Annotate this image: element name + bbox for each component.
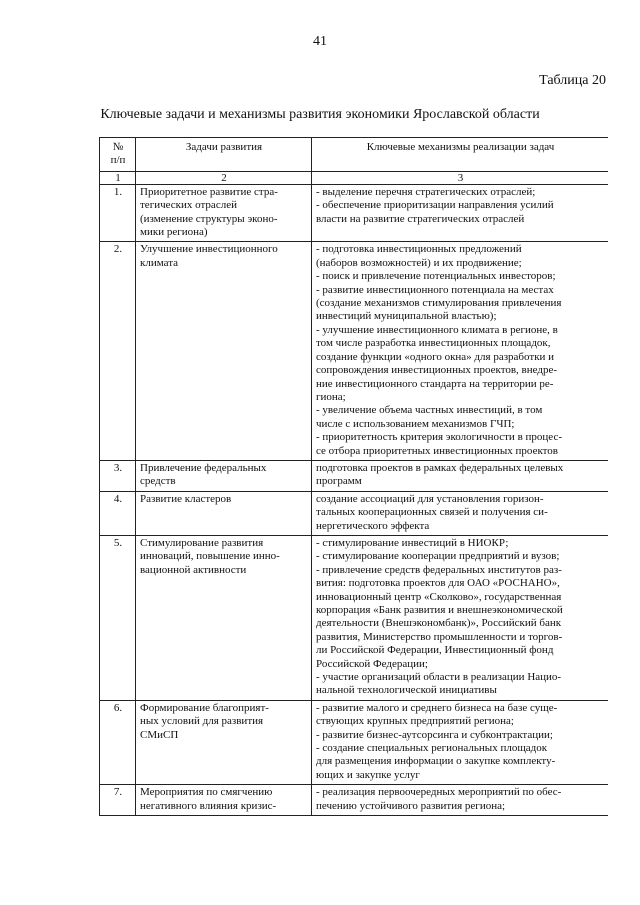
- mechanism-cell: [312, 535, 609, 700]
- mechanism-text-line: - подготовка инвестиционных предложений: [316, 243, 522, 256]
- task-text-line: Стимулирование развития: [140, 536, 264, 549]
- mechanism-text-line: (наборов возможностей) и их продвижение;: [316, 256, 522, 269]
- mechanism-text-line: гиона;: [316, 390, 346, 403]
- mechanism-text-line: подготовка проектов в рамках федеральных целевых: [316, 461, 564, 474]
- task-text-line: Формирование благоприят-: [140, 701, 269, 714]
- mechanism-text-line: - стимулирование инвестиций в НИОКР;: [316, 536, 509, 549]
- task-text-line: мики региона): [140, 226, 208, 239]
- mechanism-text-line: деятельности (Внешэкономбанк)», Российский банк: [316, 617, 562, 630]
- mechanism-text-line: - создание специальных региональных площадок: [316, 742, 548, 755]
- mechanism-text-line: вития: подготовка проектов для ОАО «РОСНАНО»,: [316, 577, 560, 590]
- mechanism-text-line: тальных кооперационных связей и получения си-: [316, 506, 548, 519]
- mechanism-text-line: создание ассоциаций для установления горизон-: [316, 492, 544, 505]
- row-number-cell: 3.: [100, 460, 136, 491]
- mechanism-text-line: ние инвестиционного стандарта на территории ре-: [316, 377, 554, 390]
- mechanism-text-line: том числе разработка инвестиционных площадок,: [316, 337, 551, 350]
- mechanism-text-line: ствующих крупных предприятий региона;: [316, 715, 514, 728]
- mechanism-text-line: создание функции «одного окна» для разработки и: [316, 350, 555, 363]
- row-number-cell: 2.: [100, 242, 136, 461]
- mechanism-text-line: - увеличение объема частных инвестиций, в том: [316, 404, 543, 417]
- mechanism-text-line: инновационный центр «Сколково», государственная: [316, 590, 562, 603]
- task-text-line: (изменение структуры эконо-: [140, 212, 278, 225]
- mechanism-text-line: - участие организаций области в реализации Нацио-: [316, 671, 562, 684]
- row-number-cell: 1.: [100, 184, 136, 242]
- task-cell: [136, 535, 312, 700]
- mechanism-cell: [312, 700, 609, 784]
- mechanism-text-line: - поиск и привлечение потенциальных инвесторов;: [316, 270, 556, 283]
- table-row: [100, 535, 609, 700]
- mechanism-text-line: - улучшение инвестиционного климата в регионе, в: [316, 323, 558, 336]
- mechanism-text-line: - развитие малого и среднего бизнеса на базе суще-: [316, 701, 558, 714]
- mechanism-cell: [312, 460, 609, 491]
- task-text-line: ных условий для развития: [140, 715, 264, 728]
- mechanism-text-line: ли Российской Федерации, Инвестиционный фонд: [316, 644, 554, 657]
- mechanism-text-line: - развитие бизнес-аутсорсинга и субконтрактации;: [316, 728, 553, 741]
- column-index-row: [100, 171, 609, 184]
- table-row: [100, 491, 609, 535]
- mechanism-text-line: (создание механизмов стимулирования привлечения: [316, 297, 562, 310]
- mechanism-text-line: - выделение перечня стратегических отраслей;: [316, 185, 536, 198]
- mechanism-text-line: Российской Федерации;: [316, 657, 428, 670]
- task-text-line: Улучшение инвестиционного: [140, 243, 278, 256]
- mechanism-text-line: власти на развитие стратегических отраслей: [316, 212, 525, 225]
- column-index-cell: 2: [136, 171, 312, 184]
- table-container: [99, 137, 608, 905]
- mechanism-cell: [312, 184, 609, 242]
- mechanism-text-line: - привлечение средств федеральных институтов раз-: [316, 563, 562, 576]
- mechanism-text-line: программ: [316, 475, 362, 488]
- table-row: [100, 242, 609, 461]
- table-row: [100, 700, 609, 784]
- mechanism-text-line: сопровождения инвестиционных проектов, внедре-: [316, 364, 558, 377]
- mechanism-cell: [312, 785, 609, 816]
- header-num-cell: [100, 138, 136, 172]
- document-title: Ключевые задачи и механизмы развития экономики Ярославской области: [100, 107, 540, 122]
- row-number-cell: 6.: [100, 700, 136, 784]
- mechanism-text-line: нергетического эффекта: [316, 519, 430, 532]
- mechanism-cell: [312, 242, 609, 461]
- table-row: [100, 184, 609, 242]
- task-text-line: тегических отраслей: [140, 199, 237, 212]
- row-number-cell: 4.: [100, 491, 136, 535]
- row-number-cell: 5.: [100, 535, 136, 700]
- mechanism-text-line: развития, Министерство промышленности и торгов-: [316, 630, 563, 643]
- task-text-line: Развитие кластеров: [140, 492, 232, 505]
- task-cell: [136, 785, 312, 816]
- page-number: 41: [313, 34, 327, 49]
- header-mechanisms-cell: Ключевые механизмы реализации задач: [312, 138, 609, 172]
- mechanism-text-line: печению устойчивого развития региона;: [316, 799, 506, 812]
- mechanism-text-line: - стимулирование кооперации предприятий и вузов;: [316, 550, 560, 563]
- mechanism-text-line: нальной технологической инициативы: [316, 684, 497, 697]
- task-text-line: СМиСП: [140, 728, 179, 741]
- mechanism-text-line: корпорация «Банк развития и внешнеэкономической: [316, 604, 563, 616]
- table-row: [100, 785, 609, 816]
- mechanism-text-line: - обеспечение приоритизации направления усилий: [316, 199, 554, 212]
- task-text-line: вационной активности: [140, 563, 247, 576]
- header-num-line: п/п: [110, 154, 126, 167]
- mechanism-text-line: се отбора приоритетных инвестиционных проектов: [316, 444, 559, 457]
- task-text-line: средств: [140, 475, 176, 488]
- row-number-cell: 7.: [100, 785, 136, 816]
- task-text-line: Мероприятия по смягчению: [140, 786, 273, 799]
- mechanism-text-line: ющих и закупке услуг: [316, 768, 420, 781]
- task-text-line: инноваций, повышение инно-: [140, 550, 280, 563]
- task-cell: [136, 491, 312, 535]
- task-cell: [136, 460, 312, 491]
- task-cell: [136, 700, 312, 784]
- task-cell: [136, 184, 312, 242]
- mechanism-text-line: инвестиций муниципальной властью);: [316, 310, 497, 323]
- task-cell: [136, 242, 312, 461]
- mechanism-text-line: числе с использованием механизмов ГЧП;: [316, 417, 515, 430]
- column-index-cell: 3: [312, 171, 609, 184]
- task-text-line: Приоритетное развитие стра-: [140, 185, 278, 198]
- table-header-row: [100, 138, 609, 172]
- tasks-table: [99, 137, 608, 816]
- mechanism-text-line: - реализация первоочередных мероприятий по обес-: [316, 786, 562, 799]
- task-text-line: климата: [140, 256, 179, 269]
- task-text-line: негативного влияния кризис-: [140, 799, 277, 812]
- mechanism-text-line: - приоритетность критерия экологичности в процес-: [316, 431, 562, 444]
- mechanism-text-line: для размещения информации о закупке комплекту-: [316, 755, 556, 768]
- table-caption: Таблица 20: [539, 73, 606, 88]
- table-row: [100, 460, 609, 491]
- mechanism-cell: [312, 491, 609, 535]
- mechanism-text-line: - развитие инвестиционного потенциала на местах: [316, 283, 554, 296]
- header-tasks-cell: Задачи развития: [136, 138, 312, 172]
- task-text-line: Привлечение федеральных: [140, 461, 267, 474]
- column-index-cell: 1: [100, 171, 136, 184]
- header-num-line: №: [112, 141, 124, 153]
